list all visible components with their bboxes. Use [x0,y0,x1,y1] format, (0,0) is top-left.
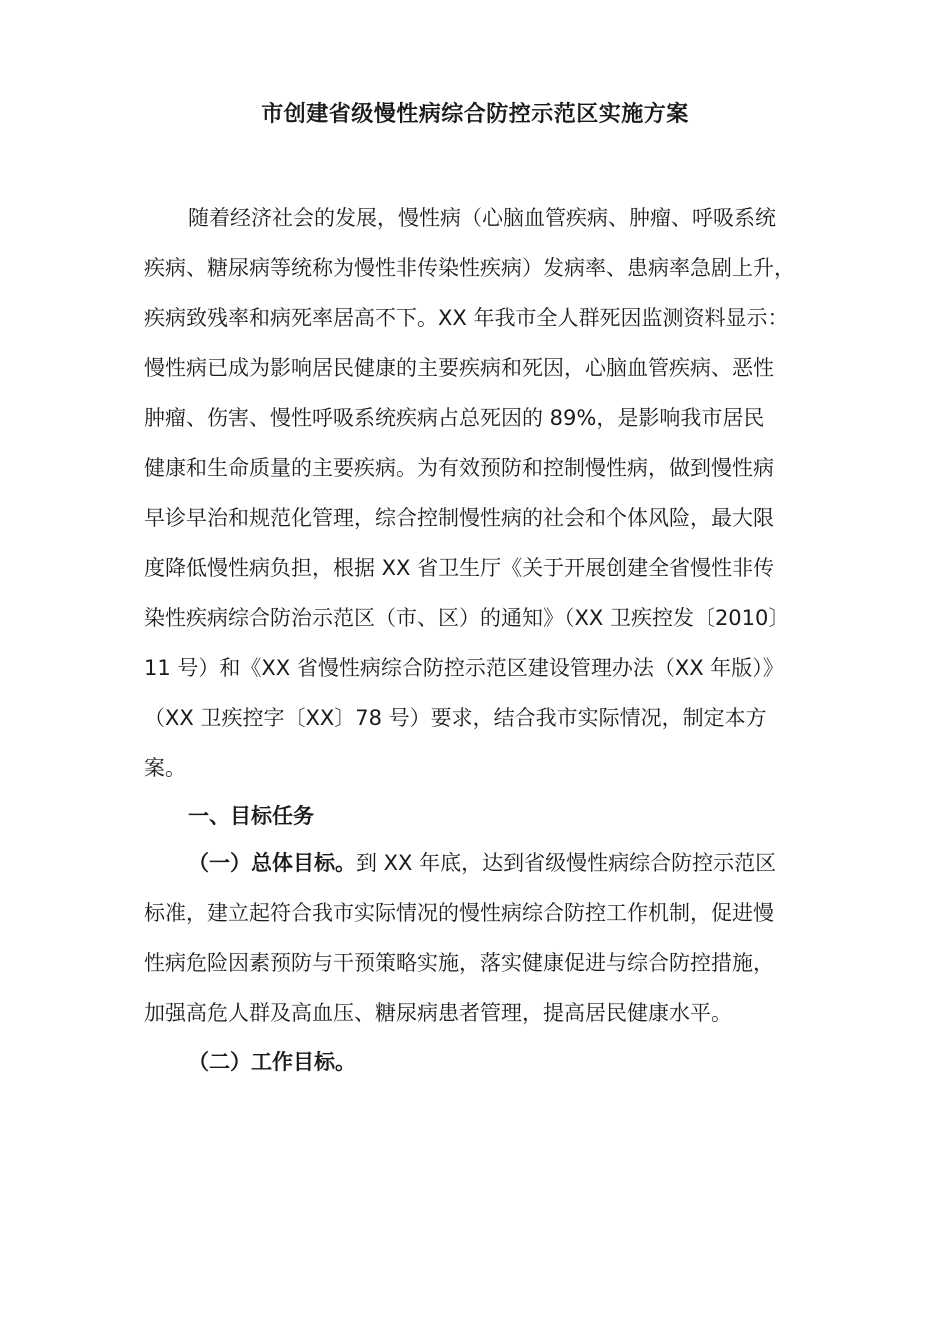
intro-line: 11 号）和《XX 省慢性病综合防控示范区建设管理办法（XX 年版）》 [144,656,784,680]
intro-line: 疾病致残率和病死率居高不下。XX 年我市全人群死因监测资料显示： [144,306,789,330]
overall-goal-line: 加强高危人群及高血压、糖尿病患者管理，提高居民健康水平。 [144,1001,732,1025]
intro-paragraph [144,193,824,793]
intro-line: 度降低慢性病负担，根据 XX 省卫生厅《关于开展创建全省慢性非传 [144,556,775,580]
overall-goal-line: 标准，建立起符合我市实际情况的慢性病综合防控工作机制，促进慢 [144,901,774,925]
overall-goal-paragraph [144,838,824,1038]
intro-line: 肿瘤、伤害、慢性呼吸系统疾病占总死因的 89%，是影响我市居民 [144,406,765,430]
intro-line: 案。 [144,756,186,780]
intro-line: 疾病、糖尿病等统称为慢性非传染性疾病）发病率、患病率急剧上升， [144,256,795,280]
intro-line: 早诊早治和规范化管理，综合控制慢性病的社会和个体风险，最大限 [144,506,774,530]
overall-goal-first-text: 到 XX 年底，达到省级慢性病综合防控示范区 [356,851,777,875]
overall-goal-first-line [144,838,824,888]
work-goal-heading: （二）工作目标。 [188,1050,356,1074]
intro-line: （XX 卫疾控字〔XX〕78 号）要求，结合我市实际情况，制定本方 [144,706,767,730]
intro-line: 染性疾病综合防治示范区（市、区）的通知》（XX 卫疾控发〔2010〕 [144,606,790,630]
intro-line: 随着经济社会的发展，慢性病（心脑血管疾病、肿瘤、呼吸系统 [188,206,776,230]
overall-goal-label: （一）总体目标。 [188,851,356,875]
document-title: 市创建省级慢性病综合防控示范区实施方案 [261,102,689,127]
intro-line: 健康和生命质量的主要疾病。为有效预防和控制慢性病，做到慢性病 [144,456,774,480]
intro-line: 慢性病已成为影响居民健康的主要疾病和死因，心脑血管疾病、恶性 [144,356,774,380]
overall-goal-line: 性病危险因素预防与干预策略实施，落实健康促进与综合防控措施， [144,951,774,975]
section-heading-goals: 一、目标任务 [188,804,314,828]
